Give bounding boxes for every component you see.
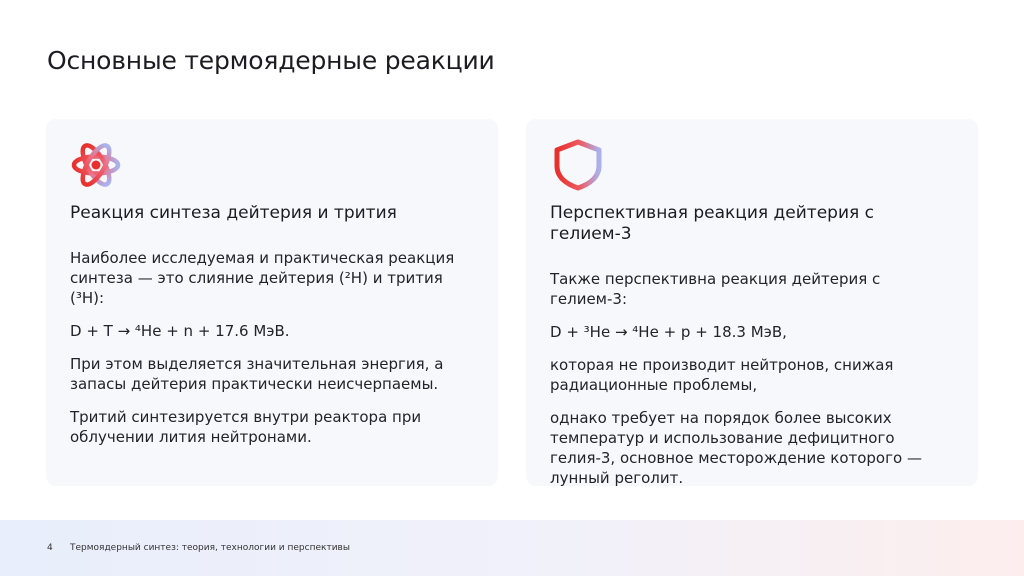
card-deuterium-helium3 bbox=[526, 119, 978, 486]
footer-bar bbox=[0, 520, 1024, 576]
paragraph: Тритий синтезируется внутри реактора при облучении лития нейтронами. bbox=[70, 408, 422, 446]
card-deuterium-tritium bbox=[46, 119, 498, 486]
reaction-equation: D + T → ⁴He + n + 17.6 МэВ. bbox=[70, 322, 290, 340]
atom-icon bbox=[70, 139, 126, 191]
shield-icon bbox=[550, 139, 606, 191]
paragraph: При этом выделяется значительная энергия, а запасы дейтерия практически неисчерпаемы. bbox=[70, 355, 444, 393]
card-heading: Перспективная реакция дейтерия с гелием-3 bbox=[550, 203, 874, 244]
footer-text: Термоядерный синтез: теория, технологии и перспективы bbox=[70, 543, 350, 553]
paragraph: Наиболее исследуемая и практическая реакция синтеза — это слияние дейтерия (²H) и трития (³H): bbox=[70, 249, 455, 307]
card-heading: Реакция синтеза дейтерия и трития bbox=[70, 203, 397, 223]
slide-title: Основные термоядерные реакции bbox=[47, 46, 495, 75]
paragraph: которая не производит нейтронов, снижая радиационные проблемы, bbox=[550, 356, 894, 394]
page-number: 4 bbox=[47, 543, 53, 553]
reaction-equation: D + ³He → ⁴He + p + 18.3 МэВ, bbox=[550, 323, 787, 341]
card-body bbox=[70, 248, 480, 460]
card-body bbox=[550, 269, 960, 501]
paragraph: однако требует на порядок более высоких температур и использование дефицитного гелия-3, основное месторождение которого — лунный реголит. bbox=[550, 409, 922, 487]
paragraph: Также перспективна реакция дейтерия с гелием-3: bbox=[550, 270, 881, 308]
